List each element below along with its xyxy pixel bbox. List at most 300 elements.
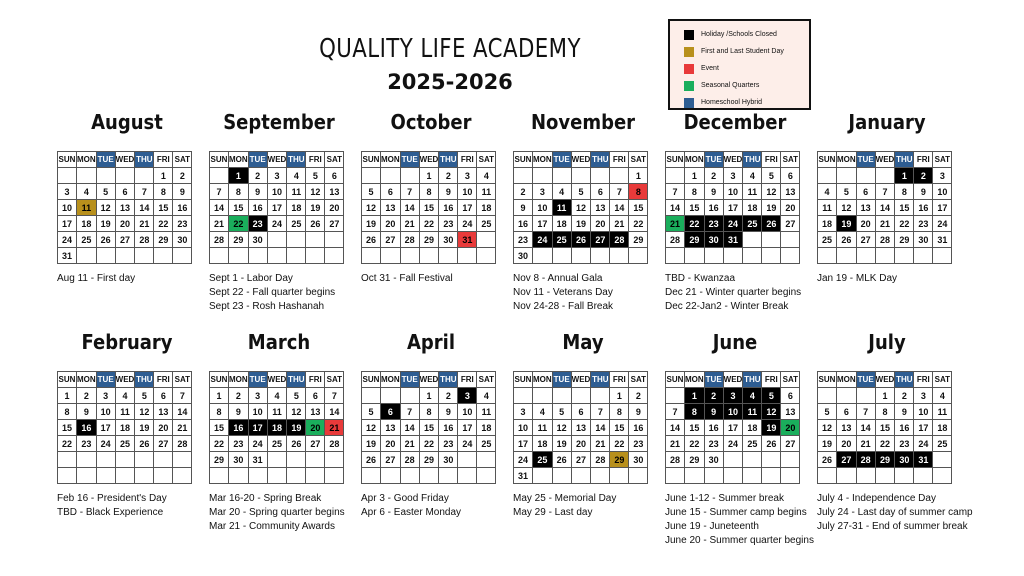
day-cell: 22 bbox=[610, 436, 629, 452]
month-calendar bbox=[817, 371, 952, 484]
day-cell: 12 bbox=[362, 420, 381, 436]
empty-cell bbox=[856, 468, 875, 484]
weekday-header: MON bbox=[533, 152, 553, 168]
day-cell: 26 bbox=[362, 452, 381, 468]
day-cell: 5 bbox=[552, 404, 571, 420]
day-cell: 3 bbox=[267, 168, 287, 184]
weekday-header: THU bbox=[439, 372, 458, 388]
weekday-header: TUE bbox=[400, 152, 419, 168]
weekday-header: TUE bbox=[248, 152, 267, 168]
weekday-header: TUE bbox=[400, 372, 419, 388]
day-cell: 24 bbox=[458, 216, 477, 232]
weekday-header: TUE bbox=[856, 152, 875, 168]
day-cell: 7 bbox=[666, 184, 685, 200]
empty-cell bbox=[439, 468, 458, 484]
weekday-header: THU bbox=[135, 152, 154, 168]
weekday-header: SUN bbox=[58, 152, 77, 168]
day-cell: 30 bbox=[629, 452, 648, 468]
day-cell: 13 bbox=[115, 200, 135, 216]
day-cell: 23 bbox=[248, 216, 267, 232]
legend-swatch bbox=[684, 30, 694, 40]
day-cell: 2 bbox=[629, 388, 648, 404]
day-cell: 3 bbox=[723, 168, 743, 184]
weekday-header: THU bbox=[591, 372, 610, 388]
empty-cell bbox=[381, 468, 401, 484]
day-cell: 2 bbox=[704, 168, 723, 184]
empty-cell bbox=[306, 468, 325, 484]
day-cell: 26 bbox=[287, 436, 306, 452]
day-cell: 10 bbox=[533, 200, 553, 216]
month-notes bbox=[57, 492, 222, 520]
day-cell: 12 bbox=[818, 420, 837, 436]
month-calendar bbox=[361, 151, 496, 264]
day-cell: 22 bbox=[419, 216, 439, 232]
day-cell: 17 bbox=[58, 216, 77, 232]
empty-cell bbox=[704, 248, 723, 264]
weekday-header: SAT bbox=[173, 152, 192, 168]
empty-cell bbox=[933, 248, 952, 264]
weekday-header: SAT bbox=[477, 152, 496, 168]
day-cell: 15 bbox=[229, 200, 249, 216]
day-cell: 7 bbox=[400, 404, 419, 420]
legend-item bbox=[684, 60, 803, 77]
day-cell: 7 bbox=[856, 404, 875, 420]
empty-cell bbox=[77, 452, 97, 468]
day-cell: 26 bbox=[571, 232, 591, 248]
day-cell: 2 bbox=[439, 388, 458, 404]
day-cell: 7 bbox=[875, 184, 895, 200]
legend-label: First and Last Student Day bbox=[701, 48, 784, 55]
day-cell: 26 bbox=[552, 452, 571, 468]
day-cell: 23 bbox=[914, 216, 933, 232]
empty-cell bbox=[58, 452, 77, 468]
weekday-header: MON bbox=[685, 372, 705, 388]
day-cell: 31 bbox=[914, 452, 933, 468]
day-cell: 13 bbox=[837, 420, 857, 436]
day-cell: 15 bbox=[685, 200, 705, 216]
empty-cell bbox=[325, 248, 344, 264]
day-cell: 28 bbox=[591, 452, 610, 468]
day-cell: 2 bbox=[895, 388, 914, 404]
weekday-header: TUE bbox=[248, 372, 267, 388]
day-cell: 1 bbox=[895, 168, 914, 184]
day-cell: 2 bbox=[439, 168, 458, 184]
day-cell: 8 bbox=[685, 184, 705, 200]
day-cell: 10 bbox=[58, 200, 77, 216]
day-cell: 18 bbox=[115, 420, 135, 436]
note-line: May 29 - Last day bbox=[513, 507, 593, 518]
day-cell: 7 bbox=[135, 184, 154, 200]
empty-cell bbox=[666, 388, 685, 404]
day-cell: 6 bbox=[115, 184, 135, 200]
weekday-header: SAT bbox=[781, 152, 800, 168]
day-cell: 30 bbox=[248, 232, 267, 248]
day-cell: 25 bbox=[743, 216, 762, 232]
day-cell: 28 bbox=[666, 232, 685, 248]
note-line: Oct 31 - Fall Festival bbox=[361, 273, 453, 284]
weekday-header: SUN bbox=[210, 372, 229, 388]
day-cell: 20 bbox=[381, 216, 401, 232]
day-cell: 21 bbox=[666, 216, 685, 232]
month-name: October bbox=[390, 110, 472, 134]
day-cell: 21 bbox=[610, 216, 629, 232]
legend-item bbox=[684, 94, 803, 111]
day-cell: 5 bbox=[837, 184, 857, 200]
day-cell: 14 bbox=[856, 420, 875, 436]
day-cell: 21 bbox=[135, 216, 154, 232]
day-cell: 14 bbox=[135, 200, 154, 216]
empty-cell bbox=[477, 452, 496, 468]
day-cell: 3 bbox=[248, 388, 267, 404]
day-cell: 8 bbox=[154, 184, 173, 200]
empty-cell bbox=[837, 468, 857, 484]
day-cell: 16 bbox=[77, 420, 97, 436]
empty-cell bbox=[818, 468, 837, 484]
day-cell: 23 bbox=[439, 436, 458, 452]
weekday-header: WED bbox=[723, 372, 743, 388]
empty-cell bbox=[837, 248, 857, 264]
day-cell: 26 bbox=[818, 452, 837, 468]
empty-cell bbox=[135, 168, 154, 184]
empty-cell bbox=[154, 452, 173, 468]
day-cell: 21 bbox=[210, 216, 229, 232]
day-cell: 6 bbox=[837, 404, 857, 420]
day-cell: 18 bbox=[533, 436, 553, 452]
weekday-header: FRI bbox=[154, 372, 173, 388]
day-cell: 25 bbox=[818, 232, 837, 248]
legend-item bbox=[684, 26, 803, 43]
day-cell: 17 bbox=[533, 216, 553, 232]
day-cell: 14 bbox=[591, 420, 610, 436]
day-cell: 16 bbox=[248, 200, 267, 216]
day-cell: 15 bbox=[58, 420, 77, 436]
day-cell: 14 bbox=[173, 404, 192, 420]
empty-cell bbox=[743, 248, 762, 264]
empty-cell bbox=[895, 248, 914, 264]
day-cell: 4 bbox=[77, 184, 97, 200]
day-cell: 8 bbox=[895, 184, 914, 200]
day-cell: 25 bbox=[115, 436, 135, 452]
empty-cell bbox=[115, 452, 135, 468]
day-cell: 25 bbox=[743, 436, 762, 452]
day-cell: 29 bbox=[685, 232, 705, 248]
empty-cell bbox=[533, 248, 553, 264]
note-line: Nov 24-28 - Fall Break bbox=[513, 301, 614, 312]
day-cell: 8 bbox=[685, 404, 705, 420]
day-cell: 15 bbox=[419, 200, 439, 216]
empty-cell bbox=[571, 168, 591, 184]
day-cell: 20 bbox=[325, 200, 344, 216]
day-cell: 2 bbox=[229, 388, 249, 404]
note-line: Sept 23 - Rosh Hashanah bbox=[209, 301, 325, 312]
empty-cell bbox=[743, 468, 762, 484]
day-cell: 21 bbox=[856, 436, 875, 452]
day-cell: 22 bbox=[875, 436, 895, 452]
empty-cell bbox=[781, 248, 800, 264]
empty-cell bbox=[173, 468, 192, 484]
day-cell: 3 bbox=[458, 388, 477, 404]
empty-cell bbox=[267, 452, 287, 468]
weekday-header: SUN bbox=[666, 372, 685, 388]
day-cell: 19 bbox=[762, 420, 781, 436]
day-cell: 9 bbox=[704, 404, 723, 420]
empty-cell bbox=[458, 452, 477, 468]
empty-cell bbox=[781, 452, 800, 468]
empty-cell bbox=[96, 168, 115, 184]
weekday-header: THU bbox=[591, 152, 610, 168]
empty-cell bbox=[400, 168, 419, 184]
day-cell: 28 bbox=[666, 452, 685, 468]
day-cell: 31 bbox=[248, 452, 267, 468]
day-cell: 13 bbox=[571, 420, 591, 436]
day-cell: 10 bbox=[458, 404, 477, 420]
day-cell: 17 bbox=[723, 200, 743, 216]
empty-cell bbox=[762, 452, 781, 468]
empty-cell bbox=[306, 248, 325, 264]
day-cell: 30 bbox=[514, 248, 533, 264]
weekday-header: WED bbox=[875, 152, 895, 168]
empty-cell bbox=[77, 468, 97, 484]
empty-cell bbox=[115, 468, 135, 484]
weekday-header: FRI bbox=[154, 152, 173, 168]
page-title: QUALITY LIFE ACADEMY bbox=[319, 34, 581, 64]
day-cell: 16 bbox=[704, 420, 723, 436]
day-cell: 20 bbox=[781, 200, 800, 216]
day-cell: 20 bbox=[115, 216, 135, 232]
day-cell: 17 bbox=[933, 200, 952, 216]
empty-cell bbox=[400, 468, 419, 484]
empty-cell bbox=[362, 468, 381, 484]
day-cell: 24 bbox=[96, 436, 115, 452]
empty-cell bbox=[135, 248, 154, 264]
note-line: Apr 3 - Good Friday bbox=[361, 493, 449, 504]
day-cell: 19 bbox=[818, 436, 837, 452]
day-cell: 22 bbox=[629, 216, 648, 232]
empty-cell bbox=[229, 248, 249, 264]
day-cell: 17 bbox=[458, 200, 477, 216]
weekday-header: SAT bbox=[629, 152, 648, 168]
day-cell: 9 bbox=[895, 404, 914, 420]
day-cell: 15 bbox=[419, 420, 439, 436]
weekday-header: MON bbox=[381, 152, 401, 168]
month-notes bbox=[817, 272, 982, 286]
note-line: Sept 22 - Fall quarter begins bbox=[209, 287, 336, 298]
empty-cell bbox=[837, 388, 857, 404]
empty-cell bbox=[533, 468, 553, 484]
note-line: Jan 19 - MLK Day bbox=[817, 273, 898, 284]
weekday-header: FRI bbox=[762, 152, 781, 168]
day-cell: 2 bbox=[704, 388, 723, 404]
empty-cell bbox=[723, 452, 743, 468]
day-cell: 30 bbox=[914, 232, 933, 248]
empty-cell bbox=[154, 468, 173, 484]
note-line: June 15 - Summer camp begins bbox=[665, 507, 807, 518]
day-cell: 28 bbox=[325, 436, 344, 452]
day-cell: 30 bbox=[895, 452, 914, 468]
day-cell: 29 bbox=[610, 452, 629, 468]
day-cell: 6 bbox=[781, 388, 800, 404]
weekday-header: FRI bbox=[458, 372, 477, 388]
day-cell: 13 bbox=[325, 184, 344, 200]
day-cell: 4 bbox=[115, 388, 135, 404]
month-name: June bbox=[712, 330, 758, 354]
day-cell: 8 bbox=[229, 184, 249, 200]
empty-cell bbox=[818, 388, 837, 404]
weekday-header: FRI bbox=[762, 372, 781, 388]
day-cell: 11 bbox=[933, 404, 952, 420]
weekday-header: WED bbox=[723, 152, 743, 168]
empty-cell bbox=[571, 468, 591, 484]
day-cell: 3 bbox=[723, 388, 743, 404]
day-cell: 24 bbox=[914, 436, 933, 452]
day-cell: 21 bbox=[173, 420, 192, 436]
day-cell: 1 bbox=[629, 168, 648, 184]
day-cell: 13 bbox=[306, 404, 325, 420]
note-line: Feb 16 - President's Day bbox=[57, 493, 167, 504]
day-cell: 2 bbox=[77, 388, 97, 404]
day-cell: 1 bbox=[419, 168, 439, 184]
empty-cell bbox=[115, 248, 135, 264]
empty-cell bbox=[115, 168, 135, 184]
empty-cell bbox=[267, 232, 287, 248]
empty-cell bbox=[610, 168, 629, 184]
day-cell: 9 bbox=[439, 184, 458, 200]
day-cell: 1 bbox=[610, 388, 629, 404]
empty-cell bbox=[933, 468, 952, 484]
day-cell: 30 bbox=[439, 232, 458, 248]
day-cell: 23 bbox=[704, 436, 723, 452]
day-cell: 16 bbox=[514, 216, 533, 232]
empty-cell bbox=[96, 248, 115, 264]
day-cell: 7 bbox=[325, 388, 344, 404]
day-cell: 16 bbox=[704, 200, 723, 216]
empty-cell bbox=[856, 248, 875, 264]
month-notes bbox=[57, 272, 222, 286]
empty-cell bbox=[96, 452, 115, 468]
day-cell: 9 bbox=[77, 404, 97, 420]
day-cell: 18 bbox=[818, 216, 837, 232]
weekday-header: FRI bbox=[914, 152, 933, 168]
month-name: August bbox=[91, 110, 163, 134]
day-cell: 9 bbox=[229, 404, 249, 420]
month-calendar bbox=[209, 151, 344, 264]
empty-cell bbox=[856, 168, 875, 184]
day-cell: 9 bbox=[248, 184, 267, 200]
day-cell: 19 bbox=[306, 200, 325, 216]
day-cell: 14 bbox=[210, 200, 229, 216]
empty-cell bbox=[400, 388, 419, 404]
day-cell: 19 bbox=[837, 216, 857, 232]
day-cell: 6 bbox=[306, 388, 325, 404]
day-cell: 5 bbox=[287, 388, 306, 404]
empty-cell bbox=[552, 248, 571, 264]
day-cell: 11 bbox=[743, 184, 762, 200]
day-cell: 12 bbox=[762, 184, 781, 200]
weekday-header: TUE bbox=[856, 372, 875, 388]
weekday-header: MON bbox=[77, 152, 97, 168]
day-cell: 6 bbox=[325, 168, 344, 184]
day-cell: 8 bbox=[419, 404, 439, 420]
weekday-header: SAT bbox=[933, 152, 952, 168]
day-cell: 31 bbox=[933, 232, 952, 248]
day-cell: 11 bbox=[115, 404, 135, 420]
empty-cell bbox=[419, 248, 439, 264]
month-name: March bbox=[247, 330, 311, 354]
day-cell: 5 bbox=[762, 388, 781, 404]
empty-cell bbox=[762, 248, 781, 264]
day-cell: 4 bbox=[743, 388, 762, 404]
weekday-header: TUE bbox=[704, 372, 723, 388]
day-cell: 4 bbox=[552, 184, 571, 200]
legend-swatch bbox=[684, 81, 694, 91]
day-cell: 18 bbox=[743, 420, 762, 436]
day-cell: 6 bbox=[856, 184, 875, 200]
day-cell: 7 bbox=[173, 388, 192, 404]
day-cell: 4 bbox=[287, 168, 306, 184]
weekday-header: WED bbox=[267, 372, 287, 388]
day-cell: 13 bbox=[781, 404, 800, 420]
empty-cell bbox=[173, 248, 192, 264]
note-line: Mar 21 - Community Awards bbox=[209, 521, 335, 532]
day-cell: 1 bbox=[685, 388, 705, 404]
legend-label: Homeschool Hybrid bbox=[701, 99, 763, 106]
month-notes bbox=[361, 492, 526, 520]
day-cell: 31 bbox=[58, 248, 77, 264]
day-cell: 26 bbox=[362, 232, 381, 248]
day-cell: 27 bbox=[306, 436, 325, 452]
day-cell: 30 bbox=[704, 232, 723, 248]
day-cell: 8 bbox=[58, 404, 77, 420]
day-cell: 3 bbox=[914, 388, 933, 404]
day-cell: 16 bbox=[914, 200, 933, 216]
day-cell: 13 bbox=[781, 184, 800, 200]
weekday-header: THU bbox=[743, 152, 762, 168]
day-cell: 11 bbox=[818, 200, 837, 216]
day-cell: 6 bbox=[591, 184, 610, 200]
day-cell: 6 bbox=[781, 168, 800, 184]
month-notes bbox=[209, 272, 374, 314]
empty-cell bbox=[287, 468, 306, 484]
day-cell: 5 bbox=[135, 388, 154, 404]
weekday-header: SAT bbox=[933, 372, 952, 388]
day-cell: 10 bbox=[96, 404, 115, 420]
day-cell: 19 bbox=[552, 436, 571, 452]
day-cell: 13 bbox=[154, 404, 173, 420]
empty-cell bbox=[400, 248, 419, 264]
day-cell: 13 bbox=[381, 200, 401, 216]
empty-cell bbox=[875, 468, 895, 484]
month-calendar bbox=[209, 371, 344, 484]
day-cell: 14 bbox=[666, 200, 685, 216]
day-cell: 1 bbox=[419, 388, 439, 404]
note-line: TBD - Kwanzaa bbox=[665, 273, 736, 284]
empty-cell bbox=[629, 468, 648, 484]
day-cell: 30 bbox=[229, 452, 249, 468]
day-cell: 7 bbox=[210, 184, 229, 200]
weekday-header: SAT bbox=[781, 372, 800, 388]
day-cell: 31 bbox=[514, 468, 533, 484]
day-cell: 10 bbox=[914, 404, 933, 420]
day-cell: 23 bbox=[439, 216, 458, 232]
day-cell: 21 bbox=[875, 216, 895, 232]
empty-cell bbox=[685, 468, 705, 484]
day-cell: 19 bbox=[287, 420, 306, 436]
empty-cell bbox=[419, 468, 439, 484]
day-cell: 12 bbox=[362, 200, 381, 216]
weekday-header: THU bbox=[135, 372, 154, 388]
weekday-header: FRI bbox=[306, 372, 325, 388]
empty-cell bbox=[267, 248, 287, 264]
